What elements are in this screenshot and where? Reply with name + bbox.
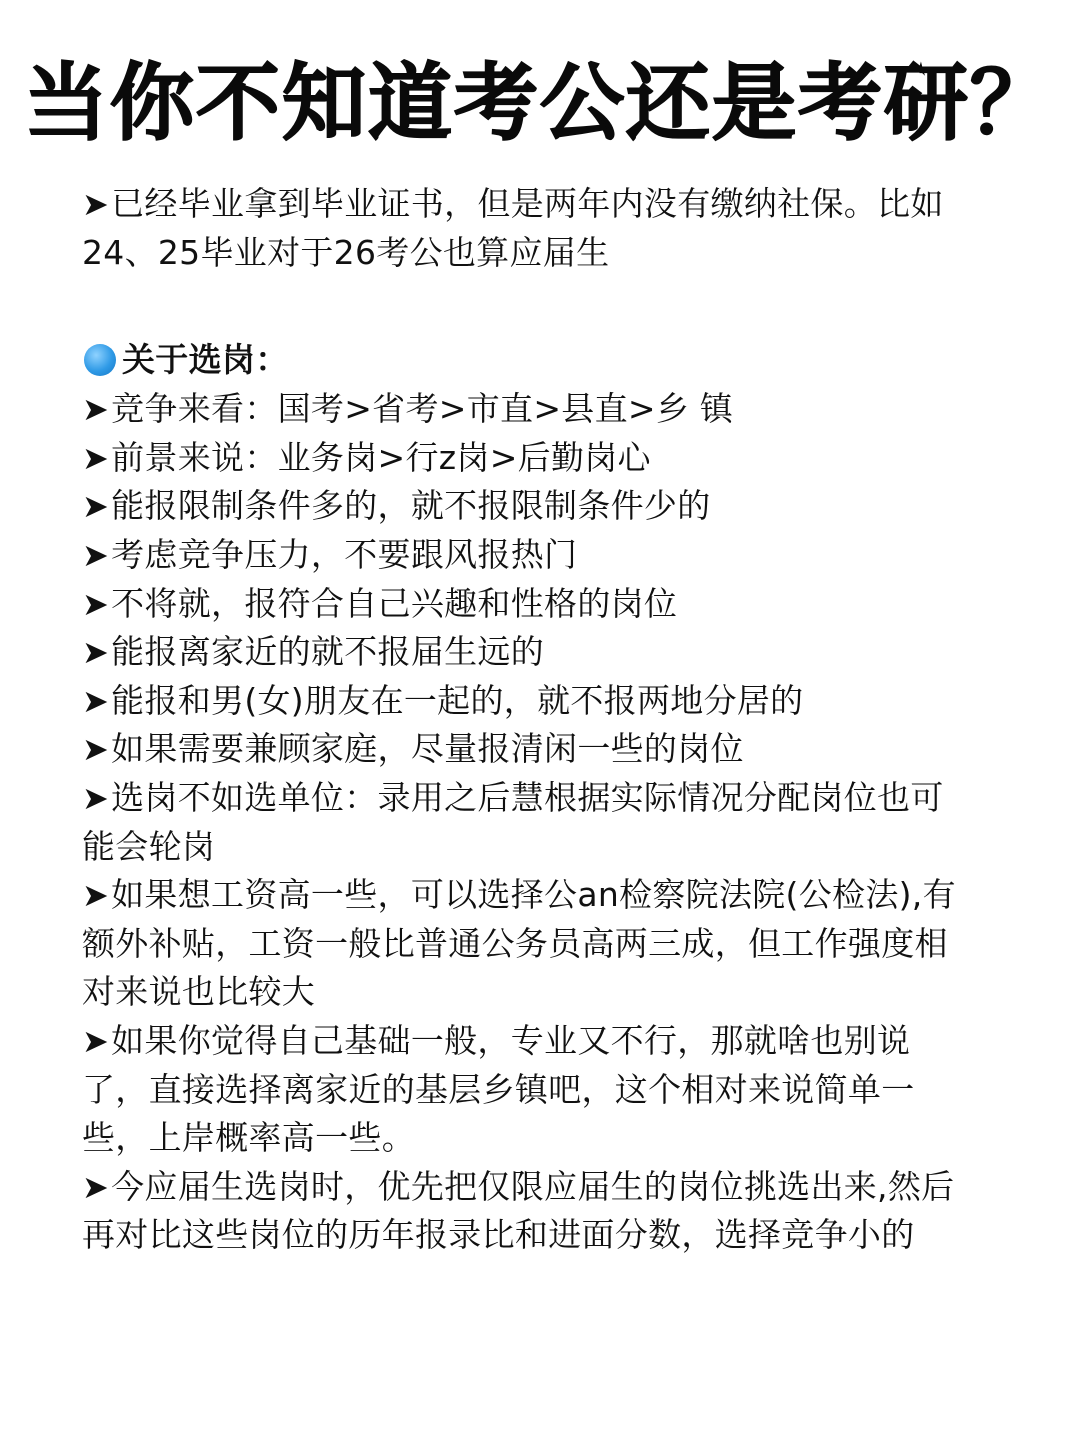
list-item <box>82 385 962 434</box>
intro-paragraph <box>82 180 962 277</box>
list-item-text: 能报离家近的就不报届生远的 <box>111 632 545 672</box>
list-item <box>82 1163 962 1260</box>
arrow-bullet-icon: ➤ <box>82 778 110 817</box>
arrow-bullet-icon: ➤ <box>82 681 110 720</box>
arrow-bullet-icon: ➤ <box>82 1021 110 1060</box>
article-body <box>82 180 962 1260</box>
list-item <box>82 434 962 483</box>
list-item <box>82 871 962 1017</box>
paragraph-spacer <box>82 277 962 335</box>
arrow-bullet-icon: ➤ <box>82 535 110 574</box>
list-item-text: 今应届生选岗时，优先把仅限应届生的岗位挑选出来,然后再对比这些岗位的历年报录比和进面分数，选择竞争小的 <box>82 1166 955 1255</box>
list-item-text: 前景来说：业务岗>行z岗>后勤岗心 <box>111 437 651 477</box>
list-item-text: 选岗不如选单位：录用之后慧根据实际情况分配岗位也可能会轮岗 <box>82 777 944 866</box>
list-item-text: 如果你觉得自己基础一般，专业又不行，那就啥也别说了，直接选择离家近的基层乡镇吧，这个相对来说简单一些，上岸概率高一些。 <box>82 1020 915 1158</box>
list-item <box>82 774 962 871</box>
arrow-bullet-icon: ➤ <box>82 730 110 769</box>
list-item-text: 如果想工资高一些，可以选择公an检察院法院(公检法),有额外补贴，工资一般比普通公务员高两三成，但工作强度相对来说也比较大 <box>82 875 956 1012</box>
list-item-text: 不将就，报符合自己兴趣和性格的岗位 <box>111 583 678 623</box>
list-item <box>82 531 962 580</box>
blue-circle-icon <box>84 344 116 376</box>
list-item-text: 竞争来看：国考>省考>市直>县直>乡 镇 <box>111 389 734 429</box>
section-heading-text: 关于选岗： <box>122 339 289 379</box>
intro-text: 已经毕业拿到毕业证书，但是两年内没有缴纳社保。比如24、25毕业对于26考公也算应届生 <box>82 184 944 272</box>
list-item-text: 能报限制条件多的，就不报限制条件少的 <box>111 486 711 526</box>
page-title: 当你不知道考公还是考研？ <box>23 54 1056 152</box>
list-item <box>82 1017 962 1163</box>
list-item <box>82 725 962 774</box>
arrow-bullet-icon: ➤ <box>82 876 110 915</box>
list-item-text: 能报和男(女)朋友在一起的，就不报两地分居的 <box>111 680 804 720</box>
list-item <box>82 580 962 629</box>
list-item-text: 如果需要兼顾家庭，尽量报清闲一些的岗位 <box>111 729 744 769</box>
list-item <box>82 628 962 677</box>
section-heading <box>82 335 962 385</box>
arrow-bullet-icon: ➤ <box>82 1167 110 1206</box>
arrow-bullet-icon: ➤ <box>82 390 110 429</box>
arrow-bullet-icon: ➤ <box>82 185 110 223</box>
list-item-text: 考虑竞争压力，不要跟风报热门 <box>111 534 578 574</box>
arrow-bullet-icon: ➤ <box>82 438 110 477</box>
list-item <box>82 677 962 726</box>
list-item <box>82 482 962 531</box>
arrow-bullet-icon: ➤ <box>82 487 110 526</box>
arrow-bullet-icon: ➤ <box>82 633 110 672</box>
arrow-bullet-icon: ➤ <box>82 584 110 623</box>
